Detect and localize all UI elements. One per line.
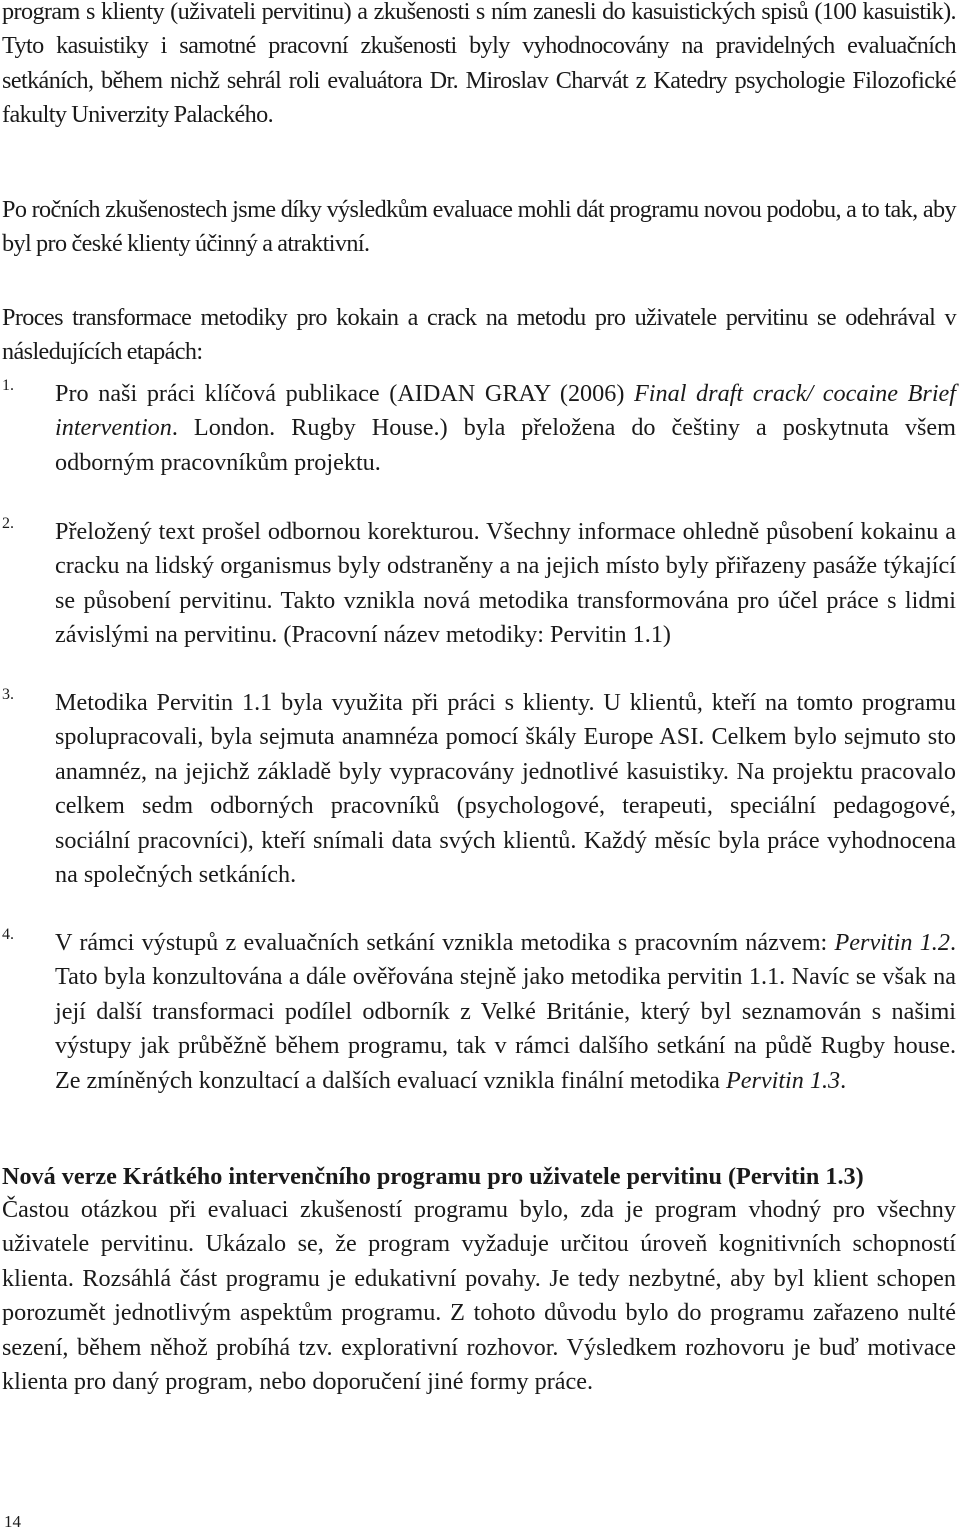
list-item — [2, 515, 956, 686]
list-item — [2, 926, 956, 1098]
list-item-number: 4. — [2, 926, 14, 943]
list-item — [2, 377, 956, 515]
paragraph-intro: program s klienty (uživateli pervitinu) a zkušenosti s ním zanesli do kasuistických spisů (100 kasuistik). Tyto kasuistiky i samotné pracovní zkušenosti byly vyhodnocovány na pravidelných evaluačních setkáních, během nichž sehrál roli evaluátora Dr. Miroslav Charvát z Katedry psychologie Filozofické fakulty Univerzity Palackého. — [2, 0, 956, 129]
section-heading: Nová verze Krátkého intervenčního programu pro uživatele pervitinu (Pervitin 1.3) — [2, 1163, 864, 1190]
section-pervitin-1-3 — [2, 1160, 956, 1399]
list-item-text: Přeložený text prošel odbornou korekturou. Všechny informace ohledně působení kokainu a cracku na lidský organismus byly odstraněny a na jejich místo byly přiřazeny pasáže týkající se působení pervitinu. Takto vznikla nová metodika transformována pro účel práce s lidmi závislými na pervitinu. (Pracovní název metodiky: Pervitin 1.1) — [55, 518, 956, 649]
list-item-number: 2. — [2, 515, 14, 532]
paragraph-evaluation: Po ročních zkušenostech jsme díky výsledkům evaluace mohli dát programu novou podobu, a to tak, aby byl pro české klienty účinný a atraktivní. — [2, 196, 956, 258]
list-item-text: Pro naši práci klíčová publikace (AIDAN GRAY (2006) Final draft crack/ cocaine Brief intervention. London. Rugby House.) byla přeložena do češtiny a poskytnuta všem odborným pracovníkům projektu. — [55, 380, 956, 476]
list-item-text: Metodika Pervitin 1.1 byla využita při práci s klienty. U klientů, kteří na tomto programu spolupracovali, byla sejmuta anamnéza pomocí škály Europe ASI. Celkem bylo sejmuto sto anamnéz, na jejichž základě byly vypracovány jednotlivé kasuistiky. Na projektu pracovalo celkem sedm odborných pracovníků (psychologové, terapeuti, speciální pedagogové, sociální pracovníci), kteří snímali data svých klientů. Každý měsíc byla práce vyhodnocena na společných setkáních. — [55, 689, 956, 889]
list-item-text: V rámci výstupů z evaluačních setkání vznikla metodika s pracovním názvem: Pervitin 1.2. Tato byla konzultována a dále ověřována stejně jako metodika pervitin 1.1. Navíc se však na její další transformaci podílel odborník z Velké Británie, který byl seznamován s našimi výstupy jak průběžně během programu, tak v rámci dalšího setkání na půdě Rugby house. Ze zmíněných konzultací a dalších evaluací vznikla finální metodika Pervitin 1.3. — [55, 929, 956, 1094]
list-item — [2, 686, 956, 926]
page-number: 14 — [4, 1512, 21, 1531]
paragraph-section-body: Častou otázkou při evaluaci zkušeností programu bylo, zda je program vhodný pro všechny uživatele pervitinu. Ukázalo se, že program vyžaduje určitou úroveň kognitivních schopností klienta. Rozsáhlá část programu je edukativní povahy. Je tedy nezbytné, aby byl klient schopen porozumět jednotlivým aspektům programu. Z tohoto důvodu bylo do programu zařazeno nulté sezení, během něhož probíhá tzv. explorativní rozhovor. Výsledkem rozhovoru je buď motivace klienta pro daný program, nebo doporučení jiné formy práce. — [2, 1196, 956, 1396]
paragraph-process: Proces transformace metodiky pro kokain a crack na metodu pro uživatele pervitinu se odehrával v následujících etapách: — [2, 304, 956, 366]
stages-list — [2, 377, 956, 1098]
list-item-number: 3. — [2, 686, 14, 703]
list-item-number: 1. — [2, 377, 14, 394]
